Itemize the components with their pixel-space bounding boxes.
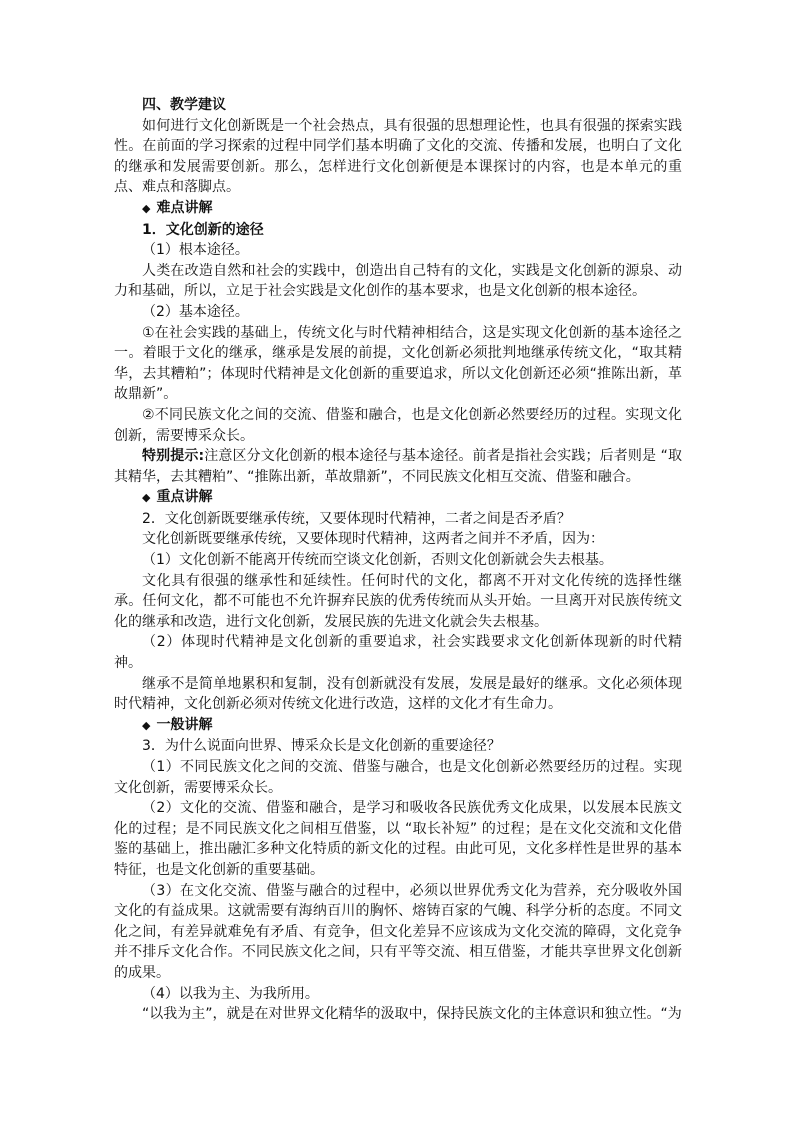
special-tip	[114, 446, 682, 487]
key-paragraph-2: （1）文化创新不能离开传统而空谈文化创新，否则文化创新就会失去根基。	[142, 552, 613, 569]
diamond-bullet-icon: ◆	[142, 201, 151, 215]
general-heading	[114, 715, 682, 737]
key-paragraph-5: 继承不是简单地累积和复制，没有创新就没有发展，发展是最好的继承。文化必须体现时代精神，文化创新必须对传统文化进行改造，这样的文化才有生命力。	[114, 675, 682, 713]
general-paragraph-4: （4）以我为主、为我所用。	[142, 985, 319, 1002]
general-paragraph-1: （1）不同民族文化之间的交流、借鉴与融合，也是文化创新必然要经历的过程。实现文化创新，需要博采众长。	[114, 759, 682, 796]
difficult-paragraph-3: （2）基本途径。	[142, 303, 249, 320]
intro-paragraph: 如何进行文化创新既是一个社会热点，具有很强的思想理论性，也具有很强的探索实践性。在前面的学习探索的过程中同学们基本明确了文化的交流、传播和发展，也明白了文化的继承和发展需要创新。那么，怎样进行文化创新便是本课探讨的内容，也是本单元的重点、难点和落脚点。	[114, 117, 682, 196]
key-paragraph-3: 文化具有很强的继承性和延续性。任何时代的文化，都离不开对文化传统的选择性继承。任何文化，都不可能也不允许摒弃民族的优秀传统而从头开始。一旦离开对民族传统文化的继承和改造，进行文化创新，发展民族的先进文化就会失去根基。	[114, 572, 682, 630]
key-heading-text: 重点讲解	[156, 489, 213, 506]
difficult-paragraph-5: ②不同民族文化之间的交流、借鉴和融合，也是文化创新必然要经历的过程。实现文化创新，需要博采众长。	[114, 406, 682, 444]
general-paragraph-5: “以我为主”，就是在对世界文化精华的汲取中，保持民族文化的主体意识和独立性。“为	[142, 1006, 682, 1023]
diamond-bullet-icon: ◆	[142, 718, 151, 732]
difficult-paragraph-1: （1）根本途径。	[142, 242, 249, 259]
general-paragraph-2: （2）文化的交流、借鉴和融合，是学习和吸收各民族优秀文化成果，以发展本民族文化的过程；是不同民族文化之间相互借鉴，以 “取长补短” 的过程；是在文化交流和文化借鉴的基础上，推出融汇多种文化特质的新文化的过程。由此可见，文化多样性是世界的基本特征，也是文化创新的重要基础。	[114, 800, 682, 878]
special-tip-label: 特别提示:	[142, 448, 205, 465]
document-page	[114, 95, 682, 1025]
general-question: 3．为什么说面向世界、博采众长是文化创新的重要途径？	[142, 738, 501, 755]
diamond-bullet-icon: ◆	[142, 491, 151, 505]
difficult-heading	[114, 198, 682, 220]
key-heading	[114, 487, 682, 509]
special-tip-text: 注意区分文化创新的根本途径与基本途径。前者是指社会实践；后者则是 “取其精华，去其糟粕”、“推陈出新，革故鼎新”，不同民族文化相互交流、借鉴和融合。	[114, 448, 683, 485]
key-paragraph-4: （2）体现时代精神是文化创新的重要追求，社会实践要求文化创新体现新的时代精神。	[114, 634, 682, 672]
key-question: 2．文化创新既要继承传统，又要体现时代精神，二者之间是否矛盾？	[142, 510, 571, 527]
difficult-paragraph-2: 人类在改造自然和社会的实践中，创造出自己特有的文化，实践是文化创新的源泉、动力和基础，所以，立足于社会实践是文化创作的基本要求，也是文化创新的根本途径。	[114, 262, 682, 300]
section-title: 四、教学建议	[142, 97, 226, 113]
general-paragraph-3: （3）在文化交流、借鉴与融合的过程中，必须以世界优秀文化为营养，充分吸收外国文化的有益成果。这就需要有海纳百川的胸怀、熔铸百家的气魄、科学分析的态度。不同文化之间，有差异就难免有矛盾、有竞争，但文化差异不应该成为文化交流的障碍，文化竞争并不排斥文化合作。不同民族文化之间，只有平等交流、相互借鉴，才能共享世界文化创新的成果。	[114, 882, 682, 981]
difficult-subheading: 1．文化创新的途径	[142, 221, 264, 238]
difficult-heading-text: 难点讲解	[156, 199, 213, 216]
general-heading-text: 一般讲解	[156, 716, 213, 733]
key-paragraph-1: 文化创新既要继承传统，又要体现时代精神，这两者之间并不矛盾，因为：	[142, 531, 604, 548]
difficult-paragraph-4: ①在社会实践的基础上，传统文化与时代精神相结合，这是实现文化创新的基本途径之一。着眼于文化的继承，继承是发展的前提，文化创新必须批判地继承传统文化，“取其精华，去其糟粕”；体现时代精神是文化创新的重要追求，所以文化创新还必须“推陈出新，革故鼎新”。	[114, 324, 682, 403]
